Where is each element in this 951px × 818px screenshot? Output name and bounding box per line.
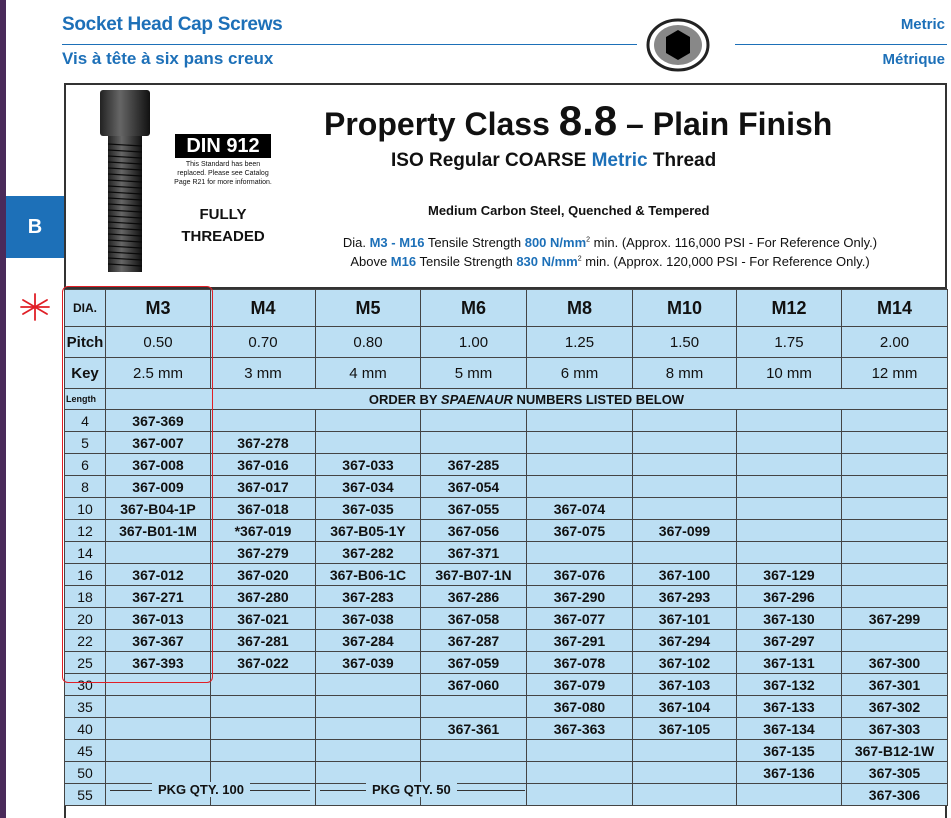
din-note-line: This Standard has been [185, 161, 261, 168]
part-number-cell: 367-271 [106, 586, 211, 608]
part-number-cell [527, 432, 633, 454]
part-number-cell: 367-294 [633, 630, 737, 652]
part-number-cell: 367-B05-1Y [316, 520, 421, 542]
part-number-cell: 367-280 [211, 586, 316, 608]
length-value: 4 [65, 410, 106, 432]
part-number-cell: 367-306 [842, 784, 948, 806]
order-text: ORDER BY [368, 391, 441, 407]
part-number-cell: 367-020 [211, 564, 316, 586]
part-number-cell: 367-285 [421, 454, 527, 476]
part-number-cell [842, 542, 948, 564]
part-number-cell: 367-299 [842, 608, 948, 630]
part-number-cell: 367-279 [211, 542, 316, 564]
table-row [65, 762, 948, 784]
tensile-text: Dia. [342, 235, 370, 250]
part-number-cell: 367-300 [842, 652, 948, 674]
length-value: 25 [65, 652, 106, 674]
part-number-cell: 367-078 [527, 652, 633, 674]
page-subtitle: Vis à tête à six pans creux [62, 49, 274, 68]
part-number-cell: 367-077 [527, 608, 633, 630]
part-number-cell [316, 410, 421, 432]
length-value: 6 [65, 454, 106, 476]
length-value: 12 [65, 520, 106, 542]
length-value: 14 [65, 542, 106, 564]
pitch-row-cell: 0.70 [211, 327, 316, 358]
pitch-row-cell: 2.00 [842, 327, 948, 358]
part-number-cell [633, 740, 737, 762]
part-number-cell [316, 696, 421, 718]
pitch-row-cell: 1.25 [527, 327, 633, 358]
length-value: 45 [65, 740, 106, 762]
part-number-cell: 367-361 [421, 718, 527, 740]
iso-prefix: ISO Regular COARSE [391, 150, 592, 171]
key-row-cell: 4 mm [316, 358, 421, 389]
part-number-cell [211, 410, 316, 432]
part-number-cell [737, 520, 842, 542]
part-number-cell: 367-303 [842, 718, 948, 740]
part-number-cell: 367-281 [211, 630, 316, 652]
part-number-cell [842, 586, 948, 608]
part-number-cell: 367-293 [633, 586, 737, 608]
diameter-row-cell: M3 [106, 290, 211, 327]
part-number-cell: 367-016 [211, 454, 316, 476]
property-class-heading [324, 97, 904, 145]
part-number-cell: 367-286 [421, 586, 527, 608]
part-number-cell: 367-008 [106, 454, 211, 476]
part-number-cell [421, 410, 527, 432]
part-number-cell: 367-367 [106, 630, 211, 652]
part-number-cell [633, 784, 737, 806]
length-value: 55 [65, 784, 106, 806]
part-number-cell [527, 784, 633, 806]
pitch-row-cell: 0.50 [106, 327, 211, 358]
part-number-cell [842, 410, 948, 432]
material-note: Medium Carbon Steel, Quenched & Tempered [428, 203, 710, 218]
part-number-cell: 367-054 [421, 476, 527, 498]
asterisk-annotation-icon [20, 292, 50, 322]
part-number-cell [737, 784, 842, 806]
tensile-line-1 [295, 235, 925, 250]
prop-prefix: Property Class [324, 106, 559, 142]
key-row-cell: 2.5 mm [106, 358, 211, 389]
metric-label: Metric [900, 16, 945, 33]
tensile-text: min. (Approx. 116,000 PSI - For Reference Only.) [590, 235, 878, 250]
fully-word: FULLY [199, 206, 247, 223]
m3-highlight-annotation [62, 286, 213, 683]
length-value: 16 [65, 564, 106, 586]
part-number-cell: 367-034 [316, 476, 421, 498]
part-number-cell: 367-132 [737, 674, 842, 696]
part-number-cell: 367-305 [842, 762, 948, 784]
part-number-cell: 367-302 [842, 696, 948, 718]
part-number-cell [737, 476, 842, 498]
length-value: 5 [65, 432, 106, 454]
part-number-cell: 367-033 [316, 454, 421, 476]
part-number-cell: 367-105 [633, 718, 737, 740]
part-number-cell: 367-021 [211, 608, 316, 630]
part-number-cell: 367-297 [737, 630, 842, 652]
threaded-word: THREADED [181, 228, 265, 245]
length-value: 22 [65, 630, 106, 652]
part-number-cell: 367-022 [211, 652, 316, 674]
part-number-cell: 367-058 [421, 608, 527, 630]
diameter-row-cell: M6 [421, 290, 527, 327]
part-number-cell: 367-B04-1P [106, 498, 211, 520]
part-number-cell: 367-104 [633, 696, 737, 718]
part-number-cell [106, 696, 211, 718]
part-number-cell: 367-134 [737, 718, 842, 740]
part-number-cell: 367-102 [633, 652, 737, 674]
part-number-cell [842, 432, 948, 454]
part-number-cell [737, 432, 842, 454]
part-number-cell: 367-035 [316, 498, 421, 520]
diameter-row-cell: M14 [842, 290, 948, 327]
part-number-cell: 367-129 [737, 564, 842, 586]
part-number-cell: 367-079 [527, 674, 633, 696]
part-number-cell [842, 520, 948, 542]
diameter-row-cell: M5 [316, 290, 421, 327]
part-number-cell: 367-101 [633, 608, 737, 630]
part-number-cell [211, 696, 316, 718]
tensile-text: Tensile Strength [416, 254, 517, 269]
part-number-cell: 367-074 [527, 498, 633, 520]
iso-suffix: Thread [647, 150, 717, 171]
part-number-cell [527, 740, 633, 762]
part-number-cell [842, 476, 948, 498]
part-number-cell [527, 542, 633, 564]
section-tab[interactable]: B [6, 196, 64, 258]
part-number-cell: 367-278 [211, 432, 316, 454]
part-number-cell [842, 564, 948, 586]
part-number-cell: 367-371 [421, 542, 527, 564]
part-number-cell: 367-363 [527, 718, 633, 740]
part-number-cell [421, 696, 527, 718]
pitch-row-cell: 1.75 [737, 327, 842, 358]
pitch-row-cell: 1.00 [421, 327, 527, 358]
diameter-row-cell: M10 [633, 290, 737, 327]
order-instructions [106, 389, 948, 410]
page-title: Socket Head Cap Screws [62, 14, 283, 35]
part-number-cell [527, 476, 633, 498]
part-number-cell: 367-007 [106, 432, 211, 454]
tensile-sup: 2 [577, 255, 582, 263]
part-number-cell: 367-B07-1N [421, 564, 527, 586]
part-number-cell [527, 410, 633, 432]
length-label: Length [65, 389, 106, 410]
part-number-cell: 367-060 [421, 674, 527, 696]
key-row-cell: 6 mm [527, 358, 633, 389]
length-value: 18 [65, 586, 106, 608]
part-number-cell: 367-136 [737, 762, 842, 784]
screw-image [96, 88, 156, 274]
part-number-cell: 367-059 [421, 652, 527, 674]
part-number-cell: 367-283 [316, 586, 421, 608]
part-number-cell [633, 498, 737, 520]
tensile-text: min. (Approx. 120,000 PSI - For Reference Only.) [581, 254, 870, 269]
tensile-value: 800 N/mm [524, 235, 587, 250]
key-row-cell: 10 mm [737, 358, 842, 389]
part-number-cell [737, 410, 842, 432]
part-number-cell: 367-135 [737, 740, 842, 762]
part-number-cell [421, 740, 527, 762]
iso-thread-heading [391, 150, 716, 172]
left-edge-bar [0, 0, 6, 818]
part-number-cell [737, 498, 842, 520]
part-number-cell: 367-009 [106, 476, 211, 498]
part-number-cell: 367-017 [211, 476, 316, 498]
part-number-cell [106, 740, 211, 762]
part-number-cell: 367-291 [527, 630, 633, 652]
table-row [65, 718, 948, 740]
din-note-line: Page R21 for more information. [174, 179, 272, 186]
diameter-row-label: DIA. [65, 290, 106, 327]
part-number-cell [737, 454, 842, 476]
part-number-cell [633, 432, 737, 454]
part-number-cell [316, 674, 421, 696]
part-number-cell: 367-076 [527, 564, 633, 586]
part-number-cell: 367-055 [421, 498, 527, 520]
part-number-cell [211, 674, 316, 696]
part-number-cell [633, 410, 737, 432]
part-number-cell: 367-B06-1C [316, 564, 421, 586]
part-number-cell [421, 432, 527, 454]
part-number-cell: 367-100 [633, 564, 737, 586]
key-row-cell: 3 mm [211, 358, 316, 389]
key-row-cell: 5 mm [421, 358, 527, 389]
table-row [65, 740, 948, 762]
header-rule-right [735, 44, 947, 45]
part-number-cell [842, 454, 948, 476]
din-912-badge: DIN 912 [175, 134, 271, 158]
length-value: 40 [65, 718, 106, 740]
part-number-cell: 367-B01-1M [106, 520, 211, 542]
part-number-cell [633, 476, 737, 498]
part-number-cell [106, 762, 211, 784]
part-number-cell [316, 718, 421, 740]
length-value: 50 [65, 762, 106, 784]
part-number-cell: 367-075 [527, 520, 633, 542]
length-value: 10 [65, 498, 106, 520]
part-number-cell: 367-B12-1W [842, 740, 948, 762]
pitch-row-label: Pitch [65, 327, 106, 358]
header-rule-left [62, 44, 637, 45]
part-number-cell [316, 762, 421, 784]
part-number-cell: 367-103 [633, 674, 737, 696]
part-number-cell: 367-296 [737, 586, 842, 608]
din-replaced-note [160, 160, 286, 187]
part-number-cell: 367-038 [316, 608, 421, 630]
part-number-cell [421, 762, 527, 784]
key-row-cell: 12 mm [842, 358, 948, 389]
part-number-cell: 367-056 [421, 520, 527, 542]
hex-socket-icon [645, 18, 711, 72]
part-number-cell: *367-019 [211, 520, 316, 542]
part-number-cell: 367-018 [211, 498, 316, 520]
part-number-cell: 367-393 [106, 652, 211, 674]
key-row-label: Key [65, 358, 106, 389]
key-row-cell: 8 mm [633, 358, 737, 389]
prop-class-value: 8.8 [558, 97, 618, 144]
diameter-row-cell: M12 [737, 290, 842, 327]
part-number-cell [633, 762, 737, 784]
part-number-cell [106, 718, 211, 740]
prop-suffix: – Plain Finish [617, 106, 833, 142]
tensile-text: Above [350, 254, 391, 269]
part-number-cell [527, 762, 633, 784]
part-number-cell [527, 454, 633, 476]
part-number-cell [842, 630, 948, 652]
part-number-cell: 367-133 [737, 696, 842, 718]
part-number-cell: 367-012 [106, 564, 211, 586]
part-number-cell: 367-301 [842, 674, 948, 696]
part-number-cell: 367-013 [106, 608, 211, 630]
tensile-line-2 [295, 254, 925, 269]
tensile-sup: 2 [586, 236, 591, 244]
tensile-range: M3 - M16 [369, 235, 425, 250]
part-number-cell: 367-131 [737, 652, 842, 674]
length-value: 20 [65, 608, 106, 630]
diameter-row-cell: M4 [211, 290, 316, 327]
part-number-cell: 367-369 [106, 410, 211, 432]
part-number-cell: 367-284 [316, 630, 421, 652]
order-text: NUMBERS LISTED BELOW [512, 391, 685, 407]
part-number-cell [633, 454, 737, 476]
tensile-text: Tensile Strength [424, 235, 525, 250]
length-value: 30 [65, 674, 106, 696]
part-number-cell: 367-130 [737, 608, 842, 630]
part-number-cell: 367-080 [527, 696, 633, 718]
pkg-qty-100: PKG QTY. 100 [152, 782, 250, 797]
part-number-cell: 367-099 [633, 520, 737, 542]
order-brand: SPAENAUR [440, 391, 513, 407]
tensile-range: M16 [390, 254, 417, 269]
part-number-cell: 367-282 [316, 542, 421, 564]
part-number-cell [316, 740, 421, 762]
part-number-cell [211, 718, 316, 740]
part-number-cell: 367-287 [421, 630, 527, 652]
table-row [65, 696, 948, 718]
length-value: 35 [65, 696, 106, 718]
iso-metric-word: Metric [591, 150, 648, 171]
part-number-cell: 367-039 [316, 652, 421, 674]
fully-threaded-label [150, 204, 296, 248]
din-note-line: replaced. Please see Catalog [177, 170, 269, 177]
pitch-row-cell: 1.50 [633, 327, 737, 358]
part-number-cell [211, 762, 316, 784]
metrique-label: Métrique [882, 51, 945, 68]
part-number-cell [633, 542, 737, 564]
part-number-cell [316, 432, 421, 454]
pitch-row-cell: 0.80 [316, 327, 421, 358]
part-number-cell [211, 740, 316, 762]
part-number-cell: 367-290 [527, 586, 633, 608]
tensile-value: 830 N/mm [516, 254, 578, 269]
diameter-row-cell: M8 [527, 290, 633, 327]
part-number-cell [842, 498, 948, 520]
length-value: 8 [65, 476, 106, 498]
part-number-cell [737, 542, 842, 564]
pkg-qty-50: PKG QTY. 50 [366, 782, 457, 797]
